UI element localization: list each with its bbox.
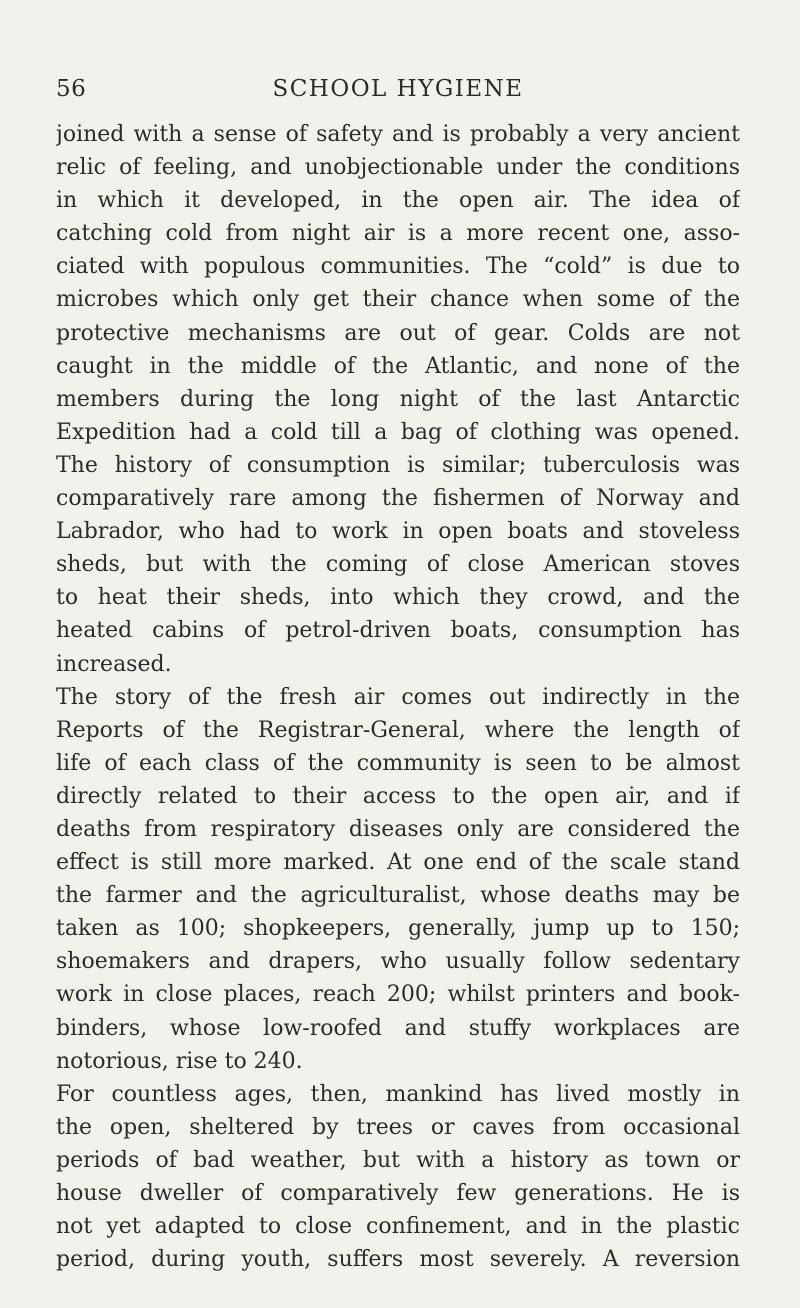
text-line: heated cabins of petrol-driven boats, consumption has — [56, 618, 740, 644]
text-line: notorious, rise to 240. — [56, 1048, 303, 1074]
text-line: not yet adapted to close confinement, and in the plastic — [56, 1214, 740, 1240]
text-line: deaths from respiratory diseases only are considered the — [56, 816, 740, 842]
text-line: ciated with populous communities. The “cold” is due to — [56, 254, 740, 280]
text-line: joined with a sense of safety and is probably a very ancient — [56, 122, 740, 147]
text-line: caught in the middle of the Atlantic, and none of the — [56, 353, 740, 379]
text-line: directly related to their access to the open air, and if — [56, 783, 740, 809]
text-line: protective mechanisms are out of gear. Colds are not — [56, 320, 740, 346]
text-line: the open, sheltered by trees or caves from occasional — [56, 1114, 740, 1140]
text-line: effect is still more marked. At one end of the scale stand — [56, 850, 740, 876]
text-line: house dweller of comparatively few generations. He is — [56, 1181, 740, 1206]
text-line: For countless ages, then, mankind has lived mostly in — [56, 1081, 740, 1107]
text-line: Labrador, who had to work in open boats and stoveless — [56, 519, 740, 545]
text-line: to heat their sheds, into which they crowd, and the — [56, 585, 740, 611]
body-text — [56, 118, 740, 1276]
text-line: period, during youth, suffers most severely. A reversion — [56, 1247, 740, 1273]
text-line: The story of the fresh air comes out indirectly in the — [56, 684, 740, 710]
text-line: microbes which only get their chance when some of the — [56, 287, 740, 313]
text-line: sheds, but with the coming of close American stoves — [56, 552, 740, 578]
text-line: comparatively rare among the fishermen of Norway and — [56, 486, 740, 512]
text-line: life of each class of the community is seen to be almost — [56, 750, 740, 776]
text-line: shoemakers and drapers, who usually follow sedentary — [56, 949, 740, 975]
text-line: Expedition had a cold till a bag of clothing was opened. — [56, 419, 740, 445]
text-line: binders, whose low-roofed and stuffy workplaces are — [56, 1015, 740, 1041]
text-line: Reports of the Registrar-General, where the length of — [56, 717, 740, 743]
text-line: members during the long night of the last Antarctic — [56, 386, 740, 412]
page-header — [56, 76, 740, 112]
text-line: work in close places, reach 200; whilst printers and book- — [56, 982, 740, 1008]
text-line: the farmer and the agriculturalist, whose deaths may be — [56, 883, 740, 909]
running-head: SCHOOL HYGIENE — [272, 76, 524, 102]
text-line: taken as 100; shopkeepers, generally, jump up to 150; — [56, 916, 740, 942]
text-line: catching cold from night air is a more recent one, asso- — [56, 221, 740, 247]
text-line: in which it developed, in the open air. The idea of — [56, 188, 740, 214]
page-number: 56 — [56, 76, 87, 102]
text-line: relic of feeling, and unobjectionable under the conditions — [56, 155, 740, 181]
text-line: increased. — [56, 651, 172, 677]
text-line: The history of consumption is similar; tuberculosis was — [56, 452, 740, 478]
text-line: periods of bad weather, but with a history as town or — [56, 1147, 740, 1173]
